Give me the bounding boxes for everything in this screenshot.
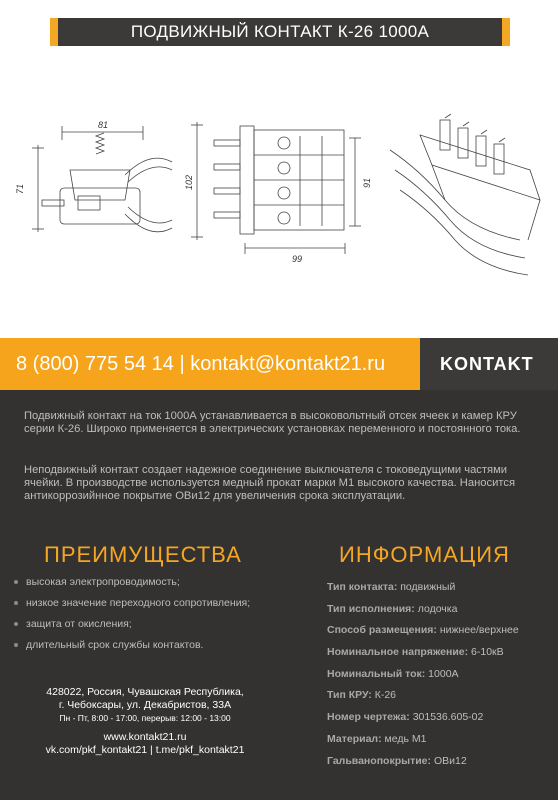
title-bar	[50, 18, 510, 46]
bullet-icon	[14, 580, 18, 584]
info-heading: ИНФОРМАЦИЯ	[339, 542, 510, 567]
isometric-view-drawing	[390, 114, 540, 275]
info-row: Тип КРУ: К-26	[327, 689, 396, 702]
advantages-list	[14, 575, 250, 659]
list-item: длительный срок службы контактов.	[14, 638, 250, 659]
page-title: ПОДВИЖНЫЙ КОНТАКТ К-26 1000А	[130, 22, 430, 41]
info-row: Материал: медь М1	[327, 732, 427, 745]
info-table	[327, 580, 557, 775]
advantages-heading: ПРЕИМУЩЕСТВА	[44, 542, 242, 567]
list-item: высокая электропроводимость;	[14, 575, 250, 596]
info-row: Тип исполнения: лодочка	[327, 602, 458, 615]
dimension-label-102: 102	[184, 174, 194, 190]
email-link[interactable]: kontakt@kontakt21.ru	[190, 353, 386, 375]
description-paragraph-2: Неподвижный контакт создает надежное соединение выключателя с токоведущими частями ячейки. В производстве используется медный прокат марки М1 высокого качества. Наносится антикоррозийнное покрытие ОВи12 для увеличения срока эксплуатации.	[24, 464, 515, 502]
front-view-drawing	[191, 122, 361, 254]
description-paragraph-1: Подвижный контакт на ток 1000А устанавливается в высоковольтный отсек ячеек и камер КРУ серии К-26. Широко применяется в электрических установках переменного и постоянного тока.	[24, 410, 521, 435]
bullet-icon	[14, 643, 18, 647]
social-links[interactable]: vk.com/pkf_kontakt21 | t.me/pkf_kontakt21	[45, 744, 245, 756]
contact-band	[0, 338, 558, 390]
dimension-label-81: 81	[98, 120, 109, 130]
list-item: защита от окисления;	[14, 617, 250, 638]
bullet-icon	[14, 622, 18, 626]
info-row: Гальванопокрытие: ОВи12	[327, 754, 467, 767]
info-row: Способ размещения: нижнее/верхнее	[327, 624, 519, 637]
dimension-label-99: 99	[292, 254, 303, 264]
info-row: Тип контакта: подвижный	[327, 581, 456, 593]
contact-line	[16, 338, 385, 390]
contact-separator: |	[179, 353, 185, 375]
contact-block	[0, 338, 420, 390]
info-row: Номинальный ток: 1000А	[327, 667, 459, 680]
side-view-drawing	[32, 126, 172, 232]
info-row: Номер чертежа: 301536.605-02	[327, 711, 484, 724]
title-accent-right	[502, 18, 510, 46]
website-link[interactable]: www.kontakt21.ru	[103, 731, 187, 743]
address-line-1: 428022, Россия, Чувашская Республика,	[46, 686, 244, 698]
dimension-label-91: 91	[362, 177, 372, 188]
working-hours: Пн - Пт, 8:00 - 17:00, перерыв: 12:00 - 13:00	[59, 713, 231, 723]
technical-drawings	[0, 60, 558, 340]
dimension-label-71: 71	[15, 183, 25, 194]
phone-number[interactable]: 8 (800) 775 54 14	[16, 353, 174, 375]
list-item: низкое значение переходного сопротивления;	[14, 596, 250, 617]
address-line-2: г. Чебоксары, ул. Декабристов, 33А	[58, 699, 232, 711]
bullet-icon	[14, 601, 18, 605]
info-row: Номинальное напряжение: 6-10кВ	[327, 646, 504, 659]
company-logo: KONTAKT	[440, 354, 534, 374]
